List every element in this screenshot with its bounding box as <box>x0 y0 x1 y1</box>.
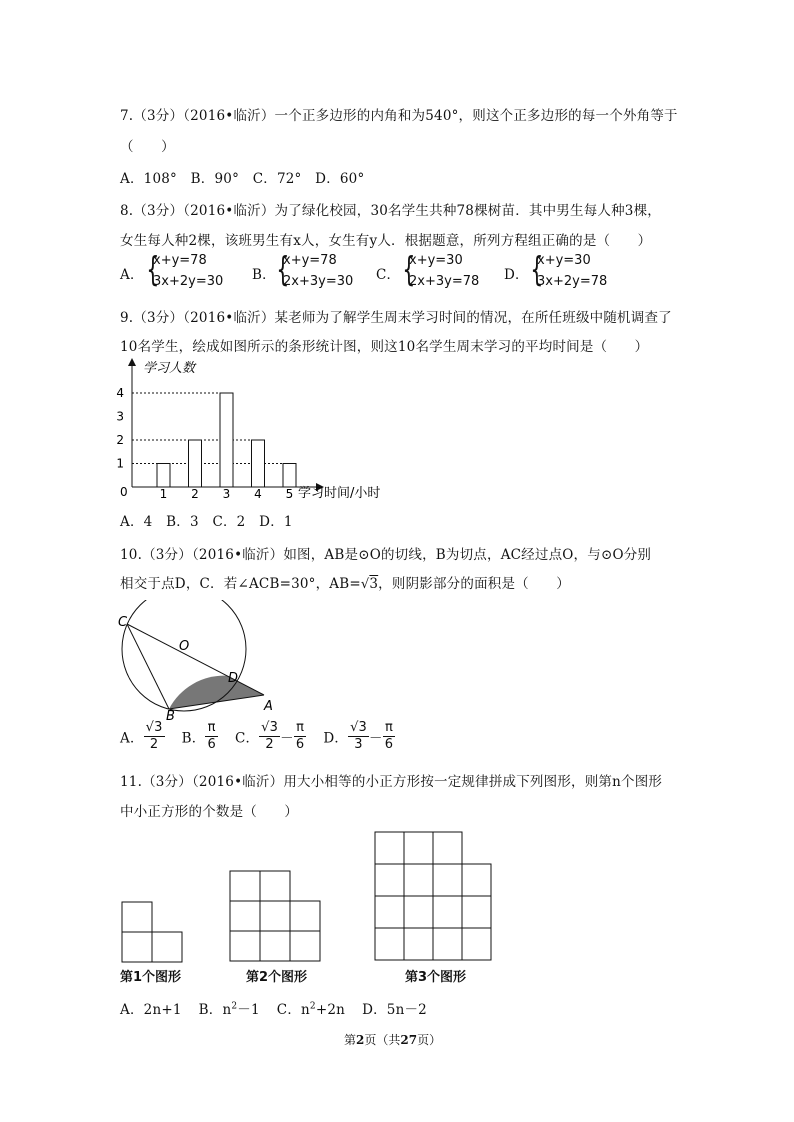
q8-option-a-letter: A． <box>120 267 144 283</box>
segment-cb <box>127 624 169 709</box>
label-d: D <box>228 671 239 686</box>
q8-stem-line2: 女生每人种2棵，该班男生有x人，女生有y人．根据题意，所列方程组正确的是（ ） <box>120 233 652 249</box>
shaded-region <box>169 676 264 709</box>
bar-4 <box>252 440 265 487</box>
brace-icon: { <box>530 250 544 290</box>
q9-stem-line2: 10名学生，绘成如图所示的条形统计图，则这10名学生周末学习的平均时间是（ ） <box>120 339 649 355</box>
y-tick-label-2: 2 <box>116 433 124 447</box>
chart-y-ticks <box>116 386 124 471</box>
y-tick-label-4: 4 <box>116 386 124 400</box>
q10-stem-line2: 相交于点D，C．若∠ACB=30°，AB=√3，则阴影部分的面积是（ ） <box>120 576 570 592</box>
q11-stem-line2: 中小正方形的个数是（ ） <box>120 804 299 820</box>
q10-option-d: D． $\frac{√3}{3}$ － $\frac{\pi}{6}$ <box>323 720 394 752</box>
x-tick-label-2: 2 <box>191 487 199 501</box>
pattern-1 <box>122 902 182 962</box>
caption-pattern-2: 第2个图形 <box>246 970 308 985</box>
chart-guides <box>132 393 290 464</box>
label-a: A <box>264 699 273 714</box>
x-tick-label-4: 4 <box>254 487 262 501</box>
label-b: B <box>166 709 175 722</box>
pattern-3 <box>375 832 491 960</box>
q8-option-c-letter: C． <box>376 267 401 283</box>
brace-icon: { <box>146 250 160 290</box>
q11-option-c: C．$n^2+2n$ <box>276 1001 346 1018</box>
q11-option-b: B．$n^2-1$ <box>198 1001 260 1018</box>
q8-option-d-system: x+y=30 3x+2y=78 <box>537 253 608 289</box>
brace-icon: { <box>276 250 290 290</box>
pattern-2 <box>230 871 320 961</box>
q8-option-a-system: x+y=78 3x+2y=30 <box>153 253 224 289</box>
bar-2 <box>189 440 202 487</box>
x-tick-label-3: 3 <box>222 487 231 501</box>
y-tick-label-3: 3 <box>116 409 124 424</box>
q11-options <box>120 998 427 1018</box>
page-footer: 第2页（共27页） <box>344 1033 442 1047</box>
q11-stem-line1: 11.（3分）（2016•临沂）用大小相等的小正方形按一定规律拼成下列图形，则第n个图形 <box>120 774 663 790</box>
q11-option-a: A．2n+1 <box>120 1002 182 1018</box>
caption-pattern-3: 第3个图形 <box>405 970 467 985</box>
x-tick-label-1: 1 <box>159 487 168 501</box>
label-o: O <box>179 639 190 654</box>
q10-option-a: A． $\frac{√3}{2}$ <box>120 720 163 752</box>
square-patterns-figure <box>118 830 498 964</box>
q10-options <box>120 720 395 753</box>
q10-stem-line1: 10.（3分）（2016•临沂）如图，AB是⊙O的切线，B为切点，AC经过点O，与⊙O分别 <box>120 547 652 563</box>
q9-options: A．4 B．3 C．2 D．1 <box>120 514 293 530</box>
circle-tangent-figure <box>112 600 282 722</box>
q8-option-b-system: x+y=78 2x+3y=30 <box>283 253 354 289</box>
q8-option-c-system: x+y=30 2x+3y=78 <box>409 253 480 289</box>
q10-option-c: C． $\frac{√3}{2}$ － $\frac{\pi}{6}$ <box>234 720 305 752</box>
q7-stem-line1: 7.（3分）（2016•临沂）一个正多边形的内角和为540°，则这个正多边形的每一个外角等于 <box>120 108 678 124</box>
caption-pattern-1: 第1个图形 <box>120 970 182 985</box>
brace-icon: { <box>402 250 416 290</box>
bar-3 <box>220 393 233 487</box>
chart-x-axis-title: 学习时间/小时 <box>298 486 381 501</box>
chart-origin-label: 0 <box>120 485 128 499</box>
sqrt-sign-icon: √ <box>360 577 370 592</box>
x-tick-label-5: 5 <box>285 487 294 501</box>
q9-stem-line1: 9.（3分）（2016•临沂）某老师为了解学生周末学习时间的情况，在所任班级中随机调查了 <box>120 310 672 326</box>
chart-y-axis-title: 学习人数 <box>143 361 196 376</box>
bar-5 <box>283 464 296 488</box>
chart-x-ticks <box>160 487 294 501</box>
q8-option-b-letter: B． <box>252 267 276 283</box>
bar-chart <box>110 352 410 504</box>
y-tick-label-1: 1 <box>116 456 124 471</box>
q7-stem-line2: （ ） <box>120 139 175 155</box>
bar-1 <box>157 464 170 488</box>
q7-options: A．108° B．90° C．72° D．60° <box>120 171 365 187</box>
q8-stem-line1: 8.（3分）（2016•临沂）为了绿化校园，30名学生共种78棵树苗．其中男生每人种3棵， <box>120 203 661 219</box>
q8-option-d-letter: D． <box>504 267 529 283</box>
label-c: C <box>118 615 128 630</box>
q11-option-d: D．5n－2 <box>362 1002 427 1018</box>
q10-option-b: B． $\frac{\pi}{6}$ <box>181 720 216 752</box>
